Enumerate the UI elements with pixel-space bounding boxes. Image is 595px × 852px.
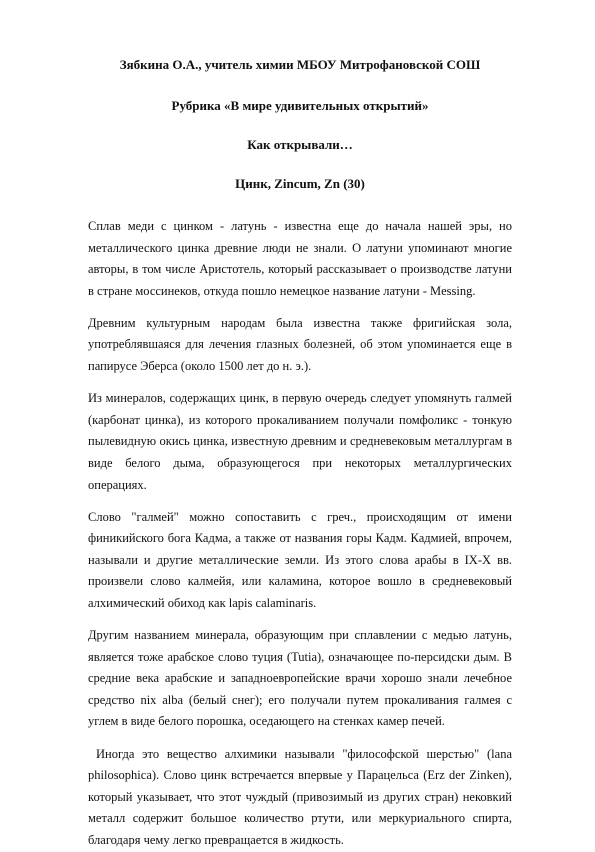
paragraph-5: Другим названием минерала, образующим при сплавлении с медью латунь, является тоже арабское слово туция (Tutia), означающее по-персидски дым. В средние века арабские и западноевропейские врачи хорошо знали лечебное средство nix alba (белый снег); его получали путем прокаливания галмея с углем в виде белого порошка, оседающего на стенках камер печей. [88, 628, 512, 729]
section-title: Как открывали… [247, 137, 353, 152]
paragraph-4: Слово "галмей" можно сопоставить с греч., происходящим от имени финикийского бога Кадма, а также от названия горы Кадм. Кадмией, впрочем, называли и другие металлические земли. Из этого слова арабы в IX-X вв. произвели слово калмейя, или каламина, которое вошло в средневековый алхимический обиход как lapis calaminaris. [88, 509, 512, 610]
article-body [88, 216, 512, 852]
rubric-title: Рубрика «В мире удивительных открытий» [171, 98, 429, 113]
paragraph-6: Иногда это вещество алхимики называли "философской шерстью" (lana philosophica). Слово цинк встречается впервые у Парацельса (Erz der Zinken), который указывает, что этот чуждый (привозимый из других стран) нековкий металл содержит большое количество ртути, или меркуриального спирта, благодаря чему легко превращается в жидкость. [88, 746, 512, 847]
element-title: Цинк, Zincum, Zn (30) [235, 176, 365, 191]
paragraph-1: Сплав меди с цинком - латунь - известна еще до начала нашей эры, но металлического цинка древние люди не знали. О латуни упоминают многие авторы, в том числе Аристотель, который рассказывает о производстве латуни в стране моссинеков, откуда пошло немецкое название латуни - Messing. [88, 219, 512, 298]
paragraph-3: Из минералов, содержащих цинк, в первую очередь следует упомянуть галмей (карбонат цинка), из которого прокаливанием получали помфоликс - тонкую пылевидную окись цинка, известную древним и средневековым металлургам в виде белого дыма, образующегося при некоторых металлургических операциях. [88, 391, 512, 492]
author-line: Зябкина О.А., учитель химии МБОУ Митрофановской СОШ [119, 57, 481, 72]
paragraph-2: Древним культурным народам была известна также фригийская зола, употреблявшаяся для лечения глазных болезней, об этом упоминается еще в папирусе Эберса (около 1500 лет до н. э.). [88, 315, 512, 374]
